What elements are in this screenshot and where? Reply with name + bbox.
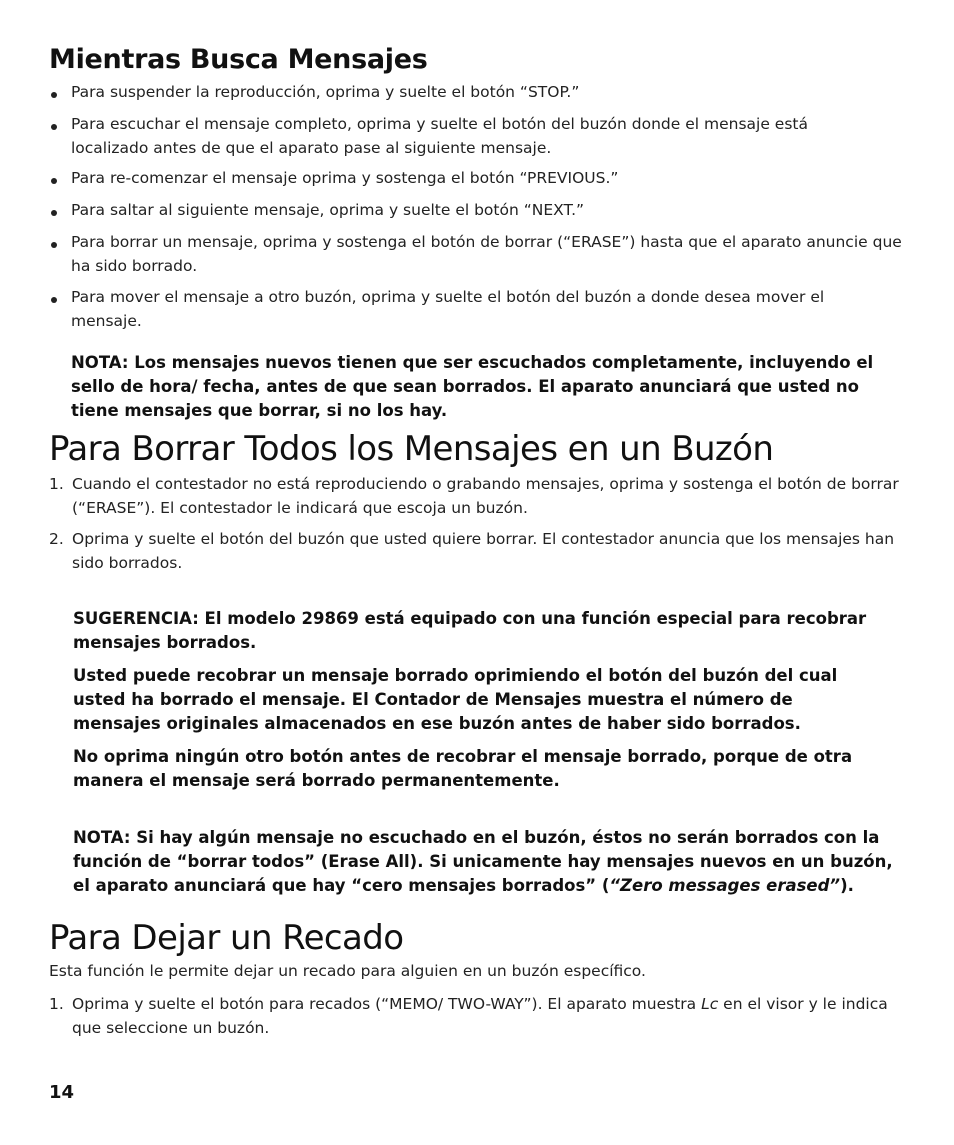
page-number: 14 bbox=[49, 1082, 75, 1103]
section-heading-memo: Para Dejar un Recado bbox=[49, 918, 404, 958]
tip-recover-warning: No oprima ningún otro botón antes de recobrar el mensaje borrado, porque de otra manera el mensaje será borrado permanentemente. bbox=[73, 747, 853, 790]
step-text: Cuando el contestador no está reproduciendo o grabando mensajes, oprima y sostenga el botón de borrar (“ERASE”). El contestador le indicará que escoja un buzón. bbox=[72, 475, 899, 517]
bullet-dot bbox=[51, 92, 57, 98]
tip-recover-body: Usted puede recobrar un mensaje borrado oprimiendo el botón del buzón del cual usted ha borrado el mensaje. El Contador de Mensajes muestra el número de mensajes originales almacenados en ese buzón antes de haber sido borrados. bbox=[73, 666, 838, 733]
step-text-part: Oprima y suelte el botón para recados (“MEMO/ TWO-WAY”). El aparato muestra bbox=[72, 995, 702, 1013]
bullet-item: Para borrar un mensaje, oprima y sostenga el botón de borrar (“ERASE”) hasta que el aparato anuncie que ha sido borrado. bbox=[71, 233, 902, 275]
step-number: 1. bbox=[49, 475, 64, 493]
section-heading-erase-all: Para Borrar Todos los Mensajes en un Buzón bbox=[49, 429, 774, 469]
step-number: 2. bbox=[49, 530, 64, 548]
tip-recover-heading: SUGERENCIA: El modelo 29869 está equipado con una función especial para recobrar mensajes borrados. bbox=[73, 609, 867, 652]
step-text-part: en el visor y le indica que seleccione un buzón. bbox=[72, 995, 888, 1037]
bullet-item: Para escuchar el mensaje completo, oprima y suelte el botón del buzón donde el mensaje está localizado antes de que el aparato pase al siguiente mensaje. bbox=[71, 115, 808, 157]
memo-intro: Esta función le permite dejar un recado para alguien en un buzón específico. bbox=[49, 962, 646, 980]
note-text: NOTA: Si hay algún mensaje no escuchado en el buzón, éstos no serán borrados con la función de “borrar todos” (Erase All). Si unicamente hay mensajes nuevos en un buzón, el aparato anunciará que hay “cero mensajes borrados” ( bbox=[73, 828, 893, 895]
display-code: Lc bbox=[701, 995, 719, 1013]
section-heading-browsing: Mientras Busca Mensajes bbox=[49, 44, 428, 75]
step-text: Oprima y suelte el botón del buzón que usted quiere borrar. El contestador anuncia que los mensajes han sido borrados. bbox=[72, 530, 895, 572]
bullet-dot bbox=[51, 242, 57, 248]
bullet-item: Para re-comenzar el mensaje oprima y sostenga el botón “PREVIOUS.” bbox=[71, 169, 619, 187]
note-new-messages: NOTA: Los mensajes nuevos tienen que ser escuchados completamente, incluyendo el sello de hora/ fecha, antes de que sean borrados. El aparato anunciará que usted no tiene mensajes que borrar, si no los hay. bbox=[71, 353, 874, 420]
bullet-dot bbox=[51, 297, 57, 303]
bullet-dot bbox=[51, 124, 57, 130]
bullet-item: Para saltar al siguiente mensaje, oprima y suelte el botón “NEXT.” bbox=[71, 201, 585, 219]
bullet-item: Para suspender la reproducción, oprima y suelte el botón “STOP.” bbox=[71, 83, 580, 101]
step-number: 1. bbox=[49, 995, 64, 1013]
bullet-dot bbox=[51, 210, 57, 216]
bullet-dot bbox=[51, 178, 57, 184]
step-text bbox=[72, 992, 912, 1040]
bullet-item: Para mover el mensaje a otro buzón, oprima y suelte el botón del buzón a donde desea mover el mensaje. bbox=[71, 288, 825, 330]
note-italic-text: “Zero messages erased” bbox=[609, 876, 841, 895]
note-text-end: ). bbox=[840, 876, 854, 895]
note-erase-all bbox=[73, 826, 893, 898]
